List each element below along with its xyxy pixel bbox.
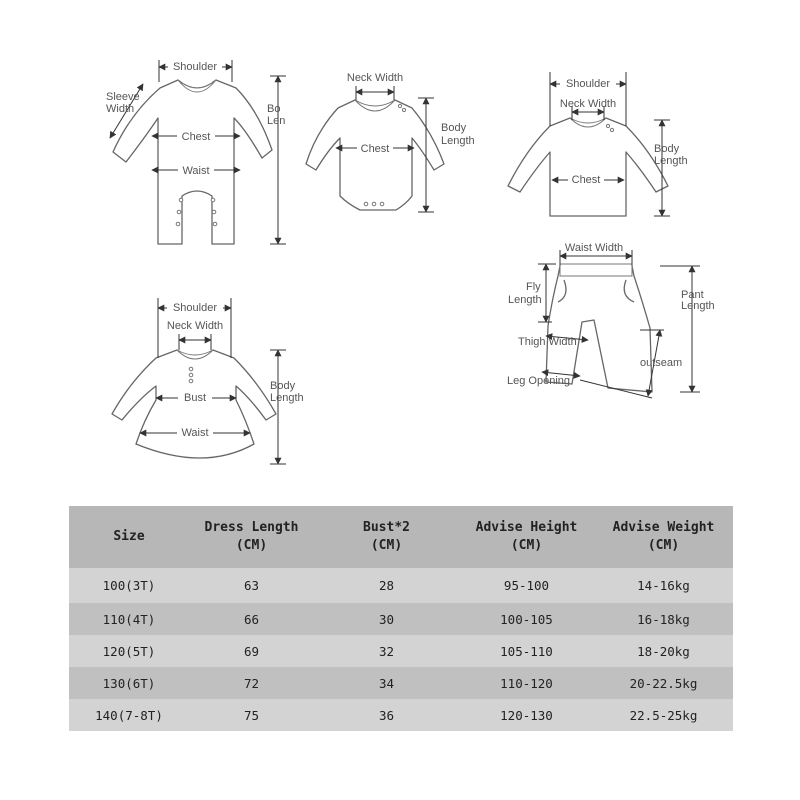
cell-height: 95-100 bbox=[459, 568, 594, 603]
pants-fly-label: Fly bbox=[526, 281, 541, 293]
header-advise-weight: Advise Weight (CM) bbox=[594, 506, 733, 568]
cell-weight: 18-20kg bbox=[594, 635, 733, 667]
header-advise-height: Advise Height (CM) bbox=[459, 506, 594, 568]
dress-neck-label: Neck Width bbox=[166, 320, 224, 332]
cell-weight: 16-18kg bbox=[594, 603, 733, 635]
sweater-chest-label: Chest bbox=[571, 174, 601, 186]
bodysuit-body-label: Body bbox=[441, 122, 467, 134]
dress-body-label-2: Length bbox=[270, 392, 304, 404]
romper-chest-label: Chest bbox=[181, 131, 211, 143]
cell-dress-length: 75 bbox=[189, 699, 314, 731]
table-row bbox=[69, 568, 733, 603]
romper-body-label: Bo bbox=[267, 103, 281, 115]
bodysuit-chest-label: Chest bbox=[360, 143, 390, 155]
cell-height: 105-110 bbox=[459, 635, 594, 667]
bodysuit-diagram bbox=[306, 72, 475, 212]
romper-sleeve-label: Sleeve bbox=[106, 91, 140, 103]
pants-pant-label: Pant bbox=[681, 289, 704, 301]
sweater-diagram bbox=[508, 72, 688, 216]
cell-dress-length: 66 bbox=[189, 603, 314, 635]
romper-shape bbox=[113, 80, 272, 244]
cell-bust: 36 bbox=[314, 699, 459, 731]
pants-shape bbox=[546, 266, 652, 392]
header-size: Size bbox=[69, 506, 189, 568]
cell-bust: 30 bbox=[314, 603, 459, 635]
romper-waist-label: Waist bbox=[182, 165, 210, 177]
cell-size: 100(3T) bbox=[69, 568, 189, 603]
dress-diagram bbox=[112, 298, 304, 464]
dress-body-label: Body bbox=[270, 380, 296, 392]
cell-size: 140(7-8T) bbox=[69, 699, 189, 731]
cell-dress-length: 69 bbox=[189, 635, 314, 667]
pants-fly-label-2: Length bbox=[508, 294, 542, 306]
dress-bust-label: Bust bbox=[183, 392, 207, 404]
table-row bbox=[69, 699, 733, 731]
dress-shoulder-label: Shoulder bbox=[172, 302, 218, 314]
header-bust: Bust*2 (CM) bbox=[314, 506, 459, 568]
romper-sleeve-label-2: Width bbox=[106, 103, 135, 115]
romper-diagram bbox=[106, 59, 286, 244]
cell-size: 110(4T) bbox=[69, 603, 189, 635]
bodysuit-neck-label: Neck Width bbox=[346, 72, 404, 84]
cell-bust: 34 bbox=[314, 667, 459, 699]
sweater-neck-label: Neck Width bbox=[559, 98, 617, 110]
cell-weight: 22.5-25kg bbox=[594, 699, 733, 731]
cell-size: 120(5T) bbox=[69, 635, 189, 667]
table-row bbox=[69, 635, 733, 667]
cell-bust: 32 bbox=[314, 635, 459, 667]
cell-height: 110-120 bbox=[459, 667, 594, 699]
header-dress-length: Dress Length (CM) bbox=[189, 506, 314, 568]
romper-shoulder-label: Shoulder bbox=[172, 61, 218, 73]
table-row bbox=[69, 667, 733, 699]
pants-leg-label: Leg Opening bbox=[507, 375, 570, 387]
cell-weight: 14-16kg bbox=[594, 568, 733, 603]
cell-height: 100-105 bbox=[459, 603, 594, 635]
sweater-shoulder-label: Shoulder bbox=[565, 78, 611, 90]
cell-size: 130(6T) bbox=[69, 667, 189, 699]
cell-weight: 20-22.5kg bbox=[594, 667, 733, 699]
table-header-row bbox=[69, 506, 733, 568]
pants-waistband bbox=[560, 264, 632, 276]
sweater-body-label: Body bbox=[654, 143, 680, 155]
size-table bbox=[69, 506, 733, 731]
cell-dress-length: 63 bbox=[189, 568, 314, 603]
pants-pant-label-2: Length bbox=[681, 300, 715, 312]
table-row bbox=[69, 603, 733, 635]
pants-outseam-label: outseam bbox=[640, 357, 683, 369]
pants-thigh-label: Thigh Width bbox=[518, 336, 577, 348]
cell-bust: 28 bbox=[314, 568, 459, 603]
sweater-body-label-2: Length bbox=[654, 155, 688, 167]
pants-diagram bbox=[507, 242, 715, 398]
pants-waist-label: Waist Width bbox=[564, 242, 624, 254]
dress-waist-label: Waist bbox=[181, 427, 209, 439]
bodysuit-body-label-2: Length bbox=[441, 135, 475, 147]
romper-body-label-2: Len bbox=[267, 115, 286, 127]
sweater-shape bbox=[508, 118, 668, 216]
cell-dress-length: 72 bbox=[189, 667, 314, 699]
cell-height: 120-130 bbox=[459, 699, 594, 731]
